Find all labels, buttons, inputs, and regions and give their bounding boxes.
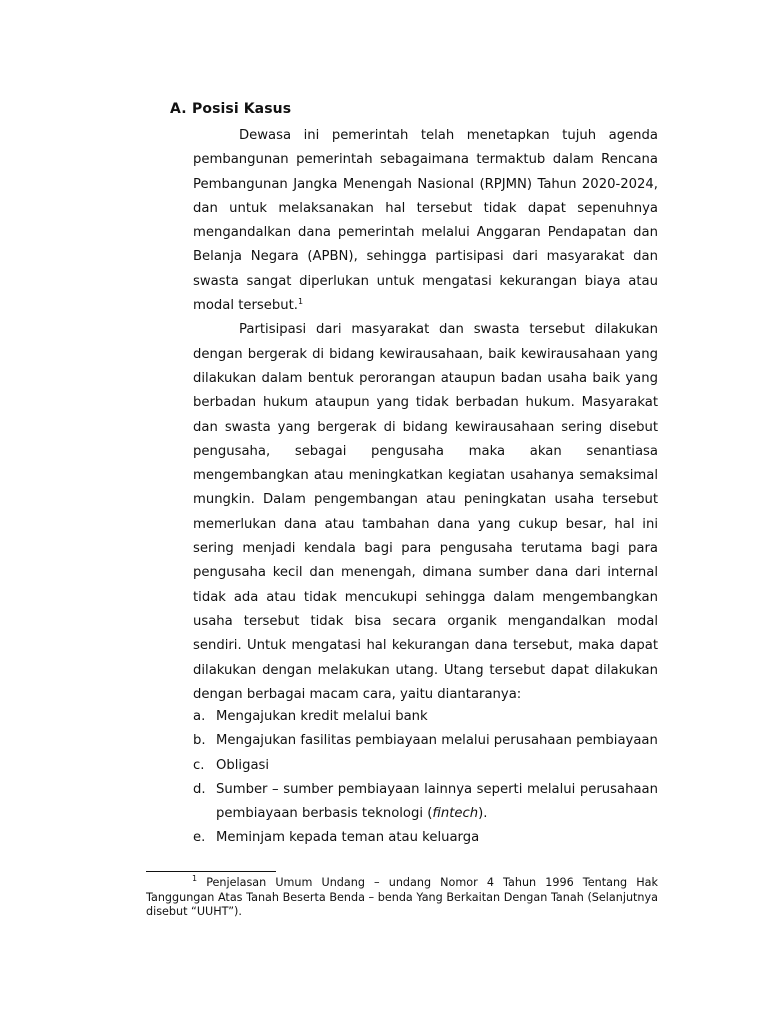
body-text (193, 124, 658, 707)
list-item-letter: d. (193, 781, 206, 797)
list-item (193, 705, 658, 729)
list-item-text-after: ). (478, 806, 488, 822)
list-item-letter: e. (193, 830, 206, 846)
footnote-separator (146, 871, 276, 872)
list-item (193, 754, 658, 778)
footnote-reference: 1 (298, 297, 304, 307)
list-item-letter: b. (193, 733, 206, 749)
footnote (146, 876, 658, 920)
paragraph-1 (193, 124, 658, 318)
section-title: Posisi Kasus (192, 101, 292, 117)
list-item (193, 826, 658, 850)
footnote-text: Penjelasan Umum Undang – undang Nomor 4 Tahun 1996 Tentang Hak Tanggungan Atas Tanah Beserta Benda – benda Yang Berkaitan Dengan Tanah (Selanjutnya disebut “UUHT”). (146, 876, 658, 919)
section-letter: A. (170, 101, 187, 117)
section-heading (170, 101, 291, 117)
list-item-text: Obligasi (216, 757, 270, 773)
list-item-text: Meminjam kepada teman atau keluarga (216, 830, 480, 846)
list-item-text: Mengajukan fasilitas pembiayaan melalui perusahaan pembiayaan (216, 733, 658, 749)
list-item-letter: a. (193, 709, 206, 724)
list-item (193, 778, 658, 827)
footnote-number: 1 (192, 874, 198, 883)
paragraph-2 (193, 318, 658, 707)
paragraph-1-text: Dewasa ini pemerintah telah menetapkan tujuh agenda pembangunan pemerintah sebagaimana termaktub dalam Rencana Pembangunan Jangka Menengah Nasional (RPJMN) Tahun 2020-2024, dan untuk melaksanakan hal tersebut tidak dapat sepenuhnya mengandalkan dana pemerintah melalui Anggaran Pendapatan dan Belanja Negara (APBN), sehingga partisipasi dari masyarakat dan swasta sangat diperlukan untuk mengatasi kekurangan biaya atau modal tersebut. (193, 128, 658, 314)
list-item-text-before: Sumber – sumber pembiayaan lainnya seperti melalui perusahaan pembiayaan berbasis teknologi ( (216, 781, 658, 822)
list-item-text: Mengajukan kredit melalui bank (216, 709, 428, 724)
list-item (193, 729, 658, 753)
list-item-italic-term: fintech (432, 806, 479, 822)
list-item-letter: c. (193, 757, 205, 773)
paragraph-2-text: Partisipasi dari masyarakat dan swasta tersebut dilakukan dengan bergerak di bidang kewirausahaan, baik kewirausahaan yang dilakukan dalam bentuk perorangan ataupun badan usaha baik yang berbadan hukum ataupun yang tidak berbadan hukum. Masyarakat dan swasta yang bergerak di bidang kewirausahaan sering disebut pengusaha, sebagai pengusaha maka akan senantiasa mengembangkan atau meningkatkan kegiatan usahanya semaksimal mungkin. Dalam pengembangan atau peningkatan usaha tersebut memerlukan dana atau tambahan dana yang cukup besar, hal ini sering menjadi kendala bagi para pengusaha terutama bagi para pengusaha kecil dan menengah, dimana sumber dana dari internal tidak ada atau tidak mencukupi sehingga dalam mengembangkan usaha tersebut tidak bisa secara organik mengandalkan modal sendiri. Untuk mengatasi hal kekurangan dana tersebut, maka dapat dilakukan dengan melakukan utang. Utang tersebut dapat dilakukan dengan berbagai macam cara, yaitu diantaranya: (193, 322, 658, 702)
financing-options-list (193, 705, 658, 851)
